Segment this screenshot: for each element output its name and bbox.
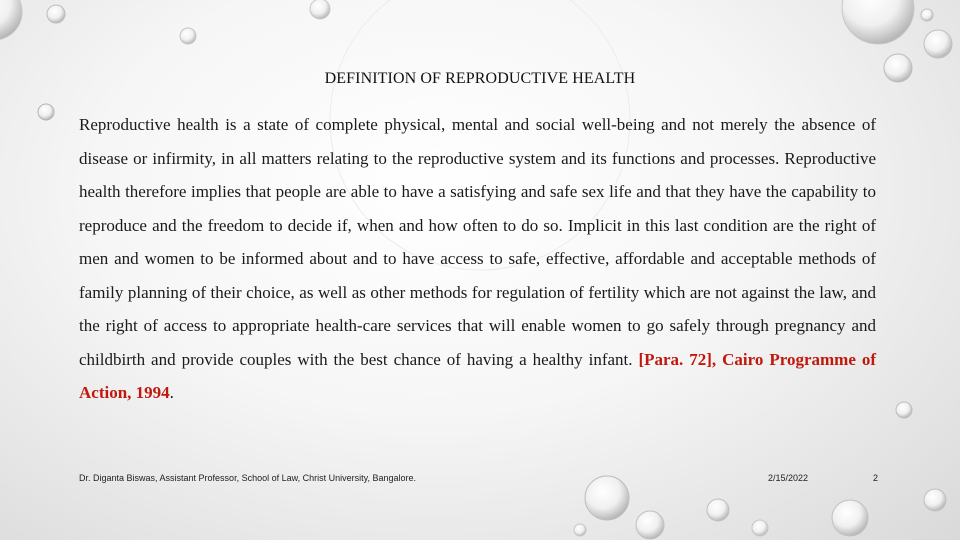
closing-period: . [169,383,174,402]
citation-reference: [Para. 72], Cairo Programme of Action, 1994 [79,349,876,402]
drop-cluster-top-left [0,0,330,120]
slide-title: DEFINITION OF REPRODUCTIVE HEALTH [324,70,636,87]
drop-cluster-bottom [574,402,946,539]
footer-date: 2/15/2022 [768,473,809,483]
definition-paragraph [79,108,876,410]
page-number: 2 [873,473,879,483]
footer-author: Dr. Diganta Biswas, Assistant Professor, School of Law, Christ University, Bangalore. [79,473,416,483]
definition-text: Reproductive health is a state of complete physical, mental and social well-being and not merely the absence of disease or infirmity, in all matters relating to the reproductive system and its functions and processes. Reproductive health therefore implies that people are able to have a satisfying and safe sex life and that they have the capability to reproduce and the freedom to decide if, when and how often to do so. Implicit in this last condition are the right of men and women to be informed about and to have access to safe, effective, affordable and acceptable methods of family planning of their choice, as well as other methods for regulation of fertility which are not against the law, and the right of access to appropriate health-care services that will enable women to go safely through pregnancy and childbirth and provide couples with the best chance of having a healthy infant. [79,115,876,369]
